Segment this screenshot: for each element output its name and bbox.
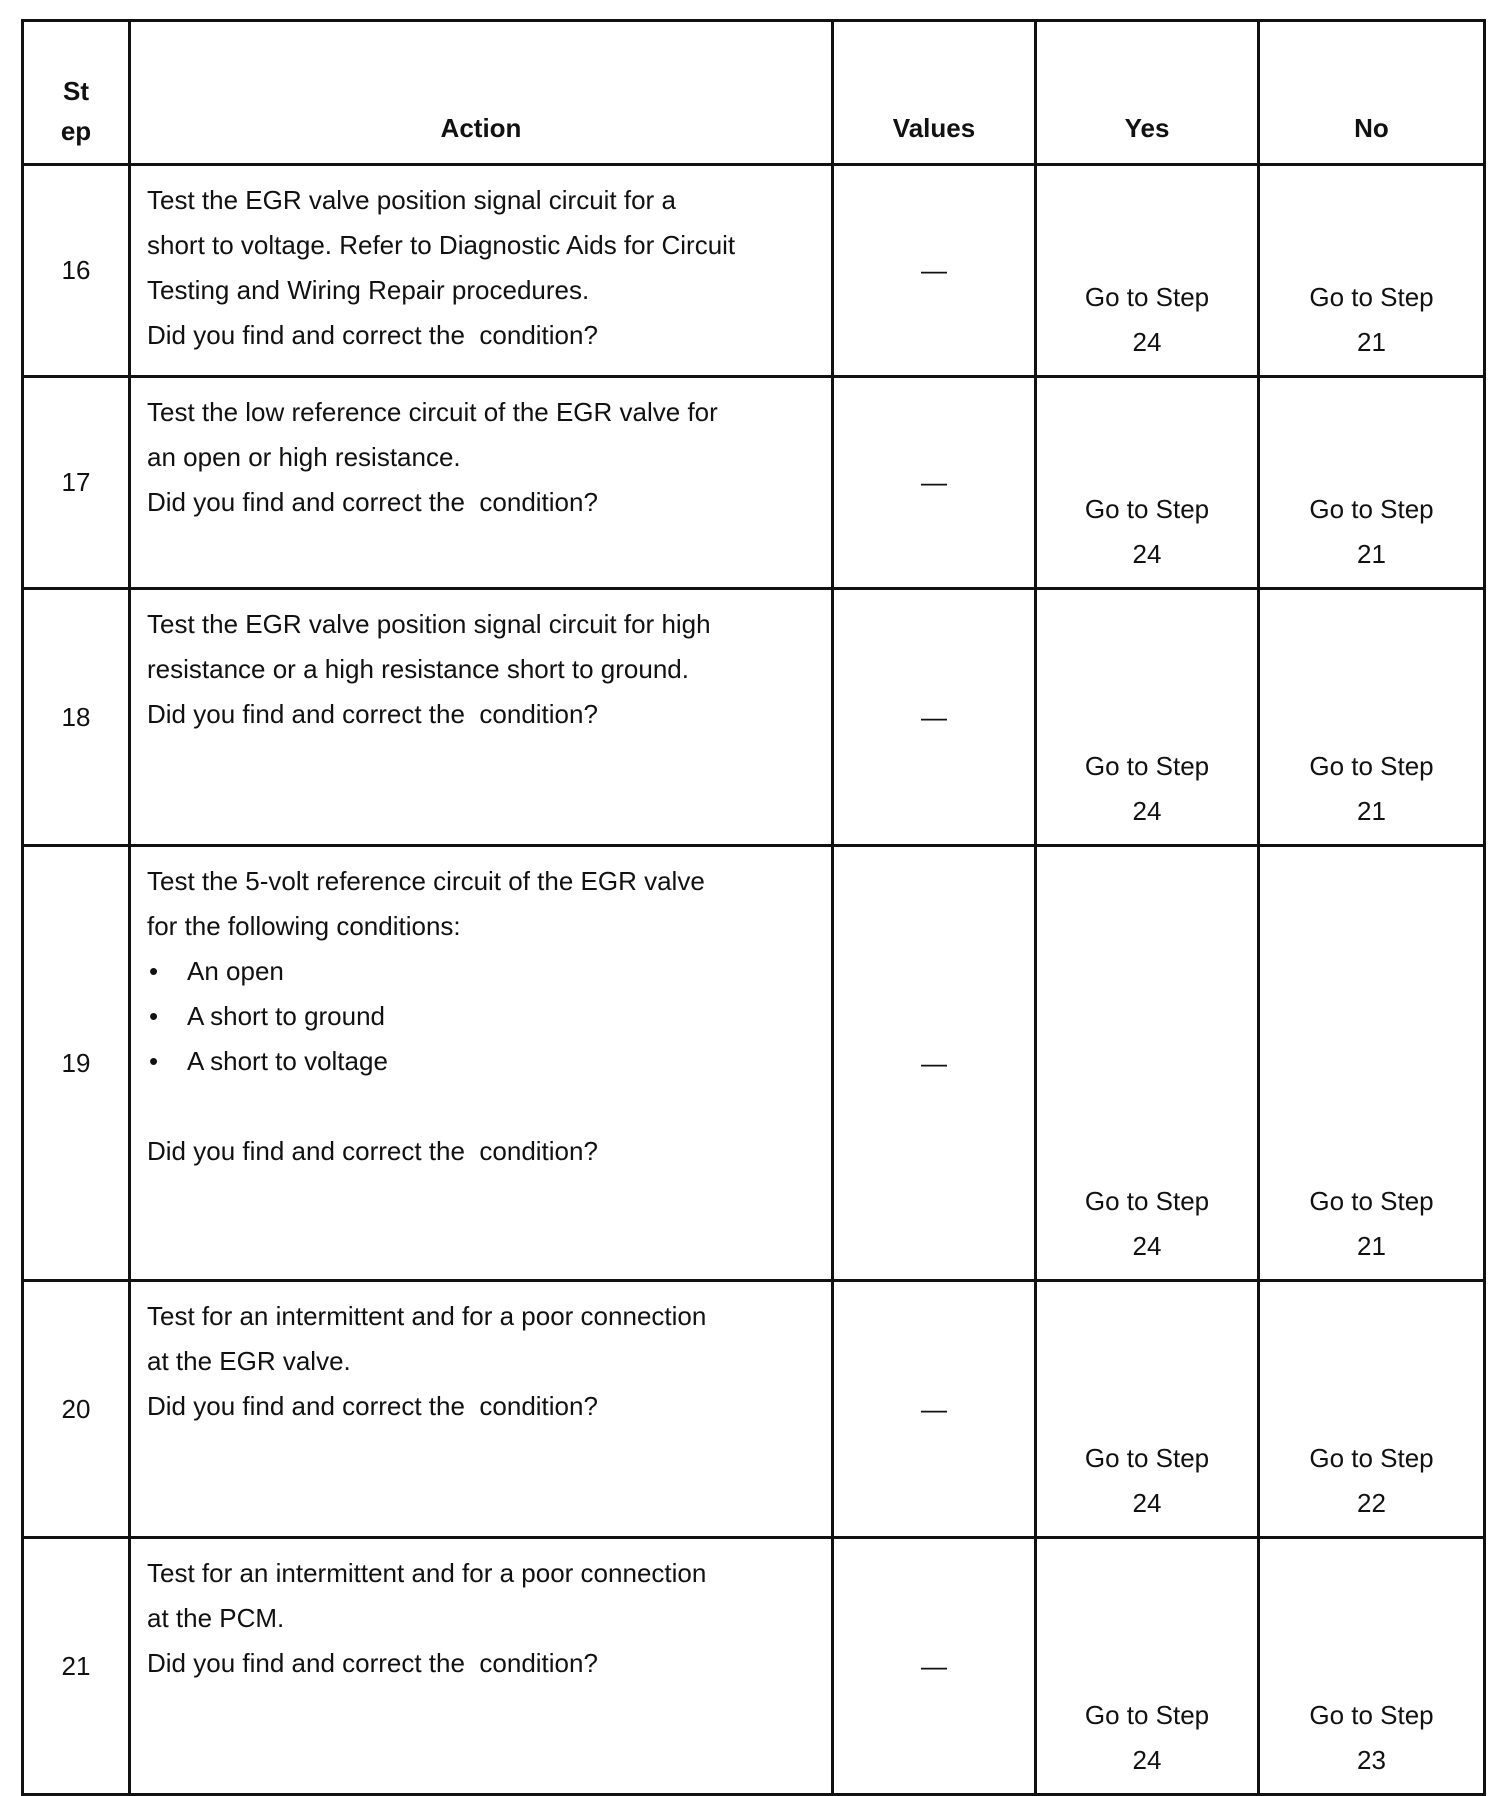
action-text-line: Test the EGR valve position signal circuit for high (147, 609, 711, 639)
yes-goto-text: 24 (1132, 327, 1162, 357)
action-question: Did you find and correct the condition? (147, 487, 598, 517)
yes-cell (1036, 165, 1259, 377)
values-cell: — (833, 1538, 1036, 1795)
no-goto-text: Go to Step (1309, 751, 1434, 781)
action-question: Did you find and correct the condition? (147, 699, 598, 729)
bullet-icon: • (149, 1001, 159, 1031)
yes-goto-text: Go to Step (1084, 751, 1210, 781)
values-cell: — (833, 377, 1036, 589)
action-cell (130, 377, 833, 589)
condition-list (147, 949, 817, 1084)
yes-goto-text: 24 (1132, 539, 1162, 569)
yes-goto-text: Go to Step (1084, 1700, 1210, 1730)
action-text-line: Test the EGR valve position signal circuit for a (147, 185, 676, 215)
no-cell (1259, 846, 1485, 1281)
values-cell: — (833, 846, 1036, 1281)
values-cell: — (833, 1281, 1036, 1538)
no-goto-text: 21 (1357, 539, 1386, 569)
table-row (23, 377, 1485, 589)
action-text-line: at the EGR valve. (147, 1346, 351, 1376)
action-cell (130, 1538, 833, 1795)
no-goto-text: Go to Step (1309, 1186, 1434, 1216)
step-number: 19 (23, 846, 130, 1281)
action-text-line: Test for an intermittent and for a poor connection (147, 1558, 707, 1588)
condition-list-item (147, 1039, 817, 1084)
yes-cell (1036, 589, 1259, 846)
step-number: 16 (23, 165, 130, 377)
no-goto-text: Go to Step (1309, 282, 1434, 312)
spacer (147, 1084, 817, 1129)
header-values: Values (833, 21, 1036, 165)
action-cell (130, 846, 833, 1281)
action-question: Did you find and correct the condition? (147, 320, 598, 350)
step-number: 17 (23, 377, 130, 589)
yes-goto-text: Go to Step (1084, 1186, 1210, 1216)
condition-text: A short to ground (187, 1001, 386, 1031)
diagnostic-table (21, 19, 1486, 1796)
condition-text: An open (187, 956, 284, 986)
no-goto-text: 22 (1357, 1488, 1386, 1518)
action-text-line: an open or high resistance. (147, 442, 461, 472)
action-question: Did you find and correct the condition? (147, 1391, 598, 1421)
step-number: 21 (23, 1538, 130, 1795)
table-row (23, 165, 1485, 377)
no-cell (1259, 1281, 1485, 1538)
no-goto-text: 21 (1357, 1231, 1386, 1261)
yes-cell (1036, 846, 1259, 1281)
action-cell (130, 589, 833, 846)
yes-goto-text: Go to Step (1084, 1443, 1210, 1473)
action-text-line: resistance or a high resistance short to ground. (147, 654, 689, 684)
bullet-icon: • (149, 956, 159, 986)
action-text-line: Testing and Wiring Repair procedures. (147, 275, 590, 305)
header-step-label: St ep (60, 76, 92, 146)
yes-goto-text: 24 (1132, 1231, 1162, 1261)
yes-cell (1036, 1538, 1259, 1795)
action-text-line: Test the 5-volt reference circuit of the EGR valve (147, 866, 705, 896)
table-row (23, 846, 1485, 1281)
header-step (23, 21, 130, 165)
action-text-line: Test for an intermittent and for a poor connection (147, 1301, 707, 1331)
no-goto-text: Go to Step (1309, 494, 1434, 524)
header-action: Action (130, 21, 833, 165)
yes-cell (1036, 377, 1259, 589)
no-goto-text: 21 (1357, 327, 1386, 357)
header-row (23, 21, 1485, 165)
no-goto-text: 23 (1357, 1745, 1386, 1775)
condition-list-item (147, 994, 817, 1039)
step-number: 18 (23, 589, 130, 846)
bullet-icon: • (149, 1046, 159, 1076)
header-no: No (1259, 21, 1485, 165)
yes-goto-text: 24 (1132, 1745, 1162, 1775)
yes-goto-text: Go to Step (1084, 494, 1210, 524)
yes-cell (1036, 1281, 1259, 1538)
values-cell: — (833, 165, 1036, 377)
values-cell: — (833, 589, 1036, 846)
no-cell (1259, 589, 1485, 846)
action-text-line: Test the low reference circuit of the EGR valve for (147, 397, 718, 427)
no-cell (1259, 165, 1485, 377)
action-text-line: short to voltage. Refer to Diagnostic Aids for Circuit (147, 230, 736, 260)
action-cell (130, 165, 833, 377)
table-row (23, 589, 1485, 846)
condition-text: A short to voltage (187, 1046, 388, 1076)
yes-goto-text: 24 (1132, 1488, 1162, 1518)
header-yes: Yes (1036, 21, 1259, 165)
table-row (23, 1538, 1485, 1795)
no-goto-text: 21 (1357, 796, 1386, 826)
action-question: Did you find and correct the condition? (147, 1648, 598, 1678)
no-goto-text: Go to Step (1309, 1700, 1434, 1730)
action-question: Did you find and correct the condition? (147, 1136, 598, 1166)
no-goto-text: Go to Step (1309, 1443, 1434, 1473)
step-number: 20 (23, 1281, 130, 1538)
yes-goto-text: Go to Step (1084, 282, 1210, 312)
no-cell (1259, 1538, 1485, 1795)
action-text-line: at the PCM. (147, 1603, 285, 1633)
no-cell (1259, 377, 1485, 589)
action-cell (130, 1281, 833, 1538)
action-text-line: for the following conditions: (147, 911, 461, 941)
yes-goto-text: 24 (1132, 796, 1162, 826)
condition-list-item (147, 949, 817, 994)
table-row (23, 1281, 1485, 1538)
